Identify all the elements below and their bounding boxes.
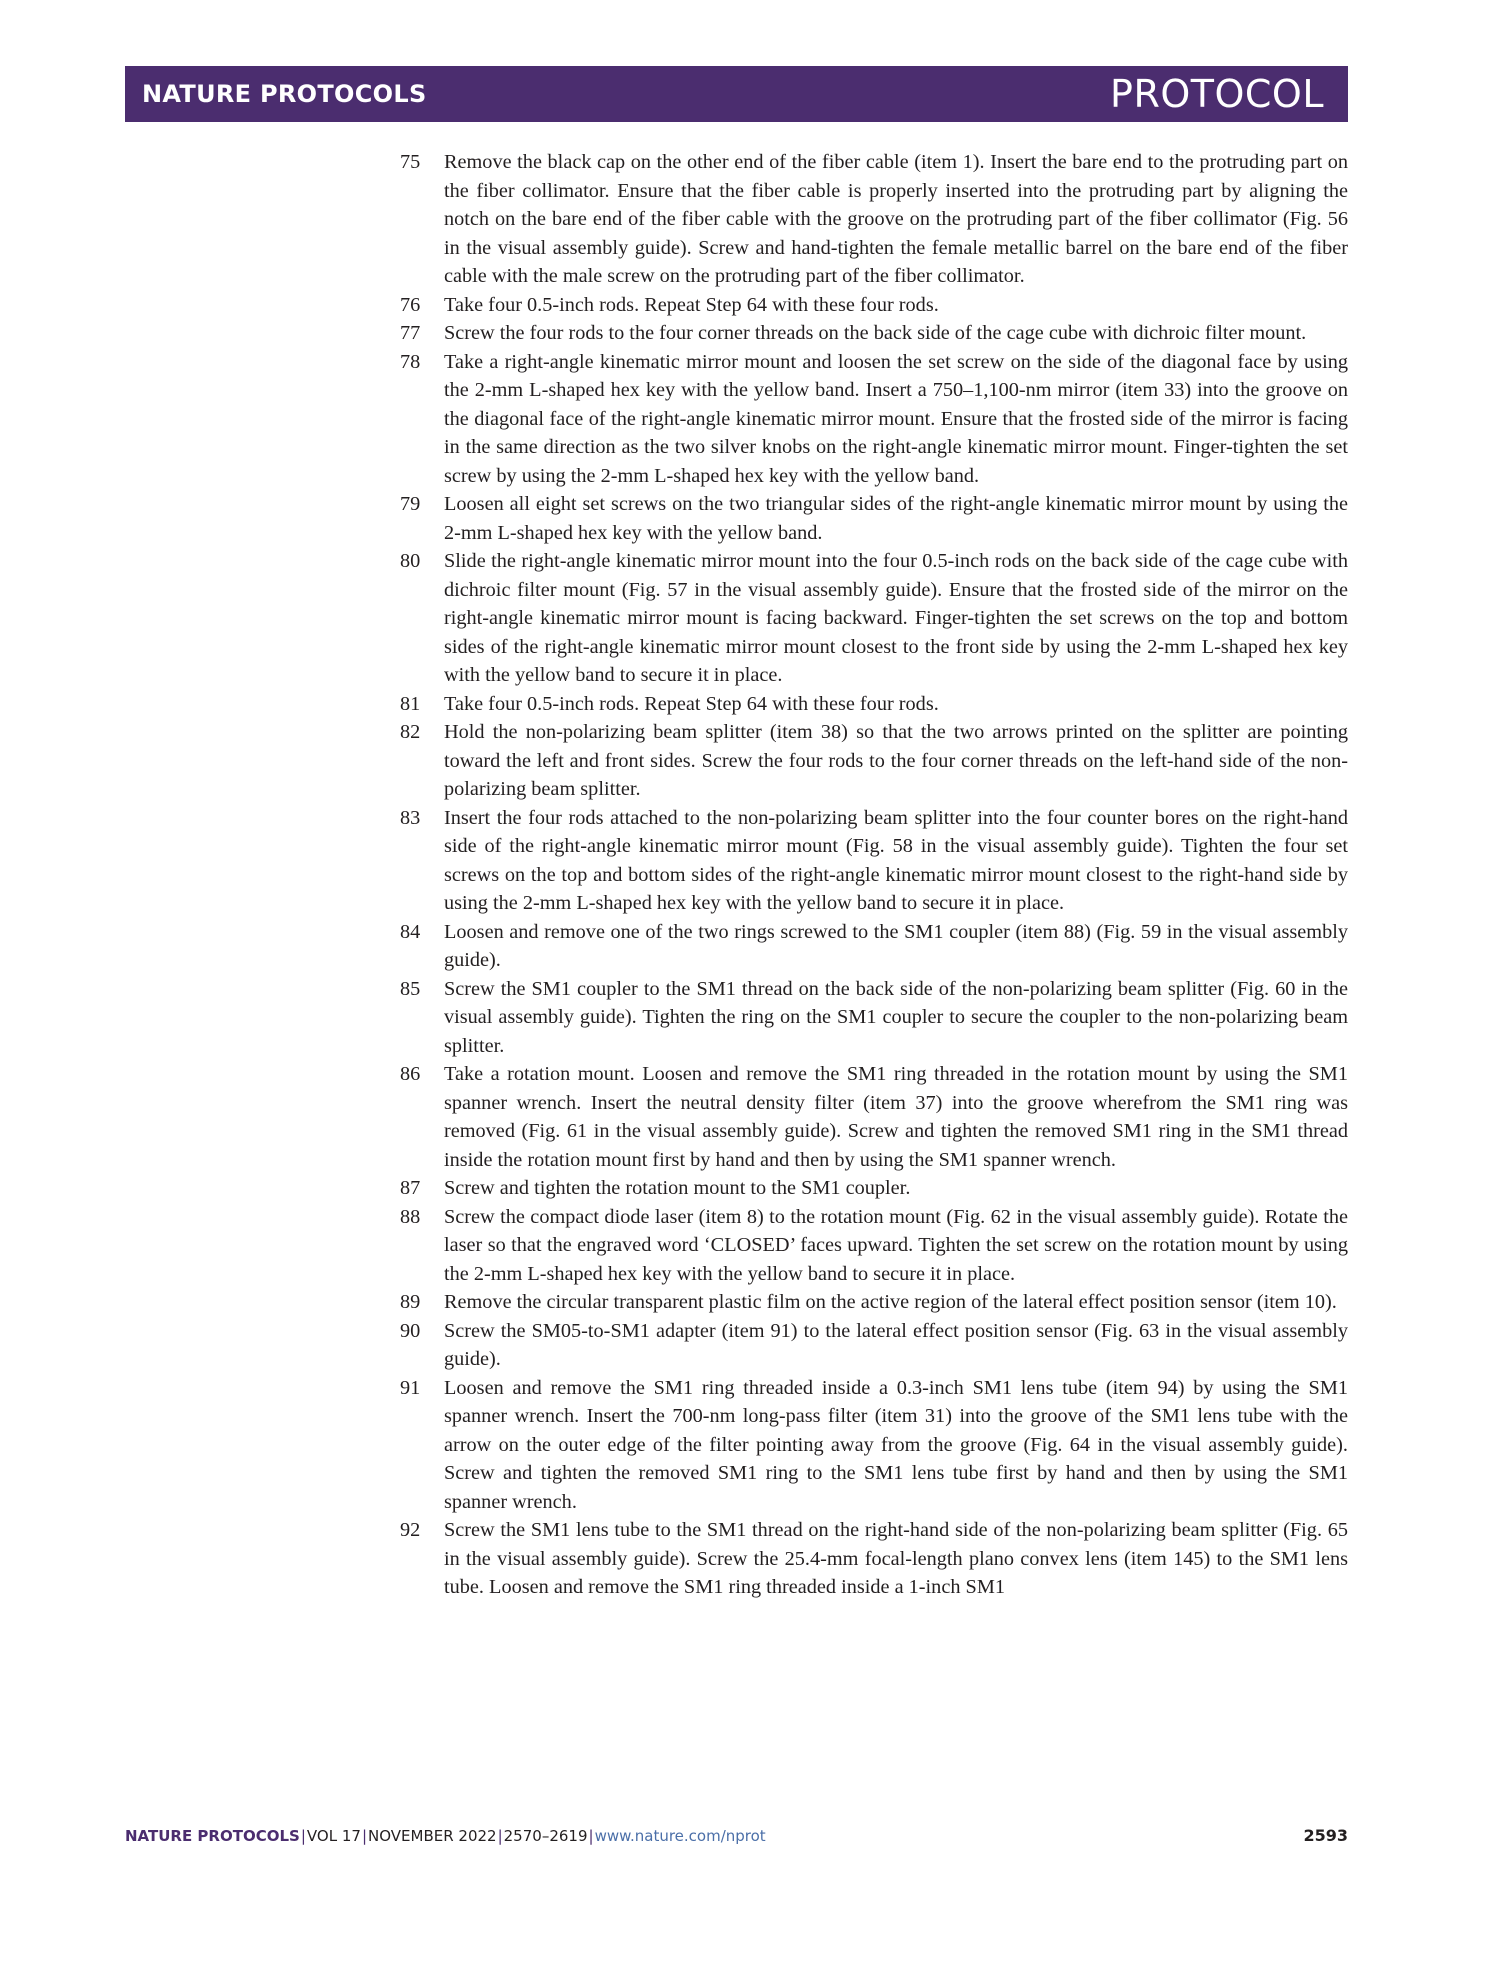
journal-name: NATURE PROTOCOLS	[142, 80, 427, 108]
step-number: 86	[400, 1063, 421, 1085]
step-item	[400, 918, 1348, 975]
step-item	[400, 348, 1348, 491]
step-item	[400, 547, 1348, 690]
step-number: 83	[400, 806, 421, 829]
step-item	[400, 1288, 1348, 1317]
step-text: Remove the circular transparent plastic film on the active region of the lateral effect position sensor (item 10).	[444, 1291, 1337, 1313]
footer-date: NOVEMBER 2022	[368, 1827, 497, 1845]
step-item	[400, 148, 1348, 291]
page-number: 2593	[1303, 1826, 1348, 1845]
step-text: Screw the four rods to the four corner threads on the back side of the cage cube with dichroic filter mount.	[444, 322, 1307, 344]
step-number: 88	[400, 1205, 421, 1228]
header-banner	[125, 66, 1348, 122]
step-number: 92	[400, 1519, 421, 1541]
step-text: Loosen and remove the SM1 ring threaded inside a 0.3-inch SM1 lens tube (item 94) by using the SM1 spanner wrench. Insert the 700-nm long-pass filter (item 31) into the groove of the SM1 lens tube with the arrow on the outer edge of the filter pointing away from the groove (Fig. 64 in the visual assembly guide). Screw and tighten the removed SM1 ring to the SM1 lens tube first by hand and then by using the SM1 spanner wrench.	[444, 1376, 1348, 1513]
step-text: Screw the SM1 coupler to the SM1 thread on the back side of the non-polarizing beam splitter (Fig. 60 in the visual assembly guide). Tighten the ring on the SM1 coupler to secure the coupler to the non-polarizing beam splitter.	[444, 977, 1348, 1057]
footer-separator: |	[588, 1827, 594, 1845]
step-number: 75	[400, 151, 421, 173]
step-text: Hold the non-polarizing beam splitter (item 38) so that the two arrows printed on the splitter are pointing toward the left and front sides. Screw the four rods to the four corner threads on the left-hand side of the non-polarizing beam splitter.	[444, 721, 1348, 800]
step-number: 79	[400, 493, 421, 515]
article-type: PROTOCOL	[1110, 72, 1324, 116]
step-item	[400, 319, 1348, 348]
step-number: 82	[400, 721, 421, 743]
step-text: Screw and tighten the rotation mount to the SM1 coupler.	[444, 1177, 911, 1199]
step-number: 91	[400, 1376, 421, 1399]
step-item	[400, 718, 1348, 804]
step-item	[400, 1317, 1348, 1374]
footer-pages: 2570–2619	[503, 1827, 588, 1845]
footer-journal: NATURE PROTOCOLS	[125, 1827, 300, 1845]
footer-separator: |	[361, 1827, 367, 1845]
step-number: 87	[400, 1177, 421, 1199]
step-text: Screw the compact diode laser (item 8) to the rotation mount (Fig. 62 in the visual assembly guide). Rotate the laser so that the engraved word ‘CLOSED’ faces upward. Tighten the set screw on the rotation mount by using the 2-mm L-shaped hex key with the yellow band to secure it in place.	[444, 1205, 1348, 1285]
step-number: 85	[400, 977, 421, 1000]
step-item	[400, 1203, 1348, 1289]
step-number: 77	[400, 322, 421, 344]
step-number: 81	[400, 692, 421, 715]
footer-volume: VOL 17	[306, 1827, 361, 1845]
step-text: Screw the SM05-to-SM1 adapter (item 91) to the lateral effect position sensor (Fig. 63 in the visual assembly guide).	[444, 1319, 1348, 1370]
step-text: Take four 0.5-inch rods. Repeat Step 64 with these four rods.	[444, 293, 939, 316]
step-text: Take four 0.5-inch rods. Repeat Step 64 with these four rods.	[444, 692, 939, 715]
step-number: 76	[400, 293, 421, 316]
step-item	[400, 1060, 1348, 1174]
step-number: 84	[400, 920, 421, 943]
step-text: Loosen all eight set screws on the two triangular sides of the right-angle kinematic mirror mount by using the 2-mm L-shaped hex key with the yellow band.	[444, 493, 1348, 544]
footer-separator: |	[497, 1827, 503, 1845]
step-item	[400, 1174, 1348, 1203]
step-text: Take a right-angle kinematic mirror mount and loosen the set screw on the side of the diagonal face by using the 2-mm L-shaped hex key with the yellow band. Insert a 750–1,100-nm mirror (item 33) into the groove on the diagonal face of the right-angle kinematic mirror mount. Ensure that the frosted side of the mirror is facing in the same direction as the two silver knobs on the right-angle kinematic mirror mount. Finger-tighten the set screw by using the 2-mm L-shaped hex key with the yellow band.	[444, 350, 1348, 487]
step-item	[400, 975, 1348, 1061]
page-footer	[125, 1826, 1348, 1846]
step-number: 89	[400, 1291, 421, 1313]
step-item	[400, 1516, 1348, 1602]
step-text: Insert the four rods attached to the non-polarizing beam splitter into the four counter bores on the right-hand side of the right-angle kinematic mirror mount (Fig. 58 in the visual assembly guide). Tighten the four set screws on the top and bottom sides of the right-angle kinematic mirror mount closest to the right-hand side by using the 2-mm L-shaped hex key with the yellow band to secure it in place.	[444, 806, 1348, 914]
step-item	[400, 291, 1348, 320]
procedure-steps	[400, 148, 1348, 1602]
footer-separator: |	[300, 1827, 306, 1845]
step-text: Remove the black cap on the other end of the fiber cable (item 1). Insert the bare end to the protruding part on the fiber collimator. Ensure that the fiber cable is properly inserted into the protruding part by aligning the notch on the bare end of the fiber cable with the groove on the protruding part of the fiber collimator (Fig. 56 in the visual assembly guide). Screw and hand-tighten the female metallic barrel on the bare end of the fiber cable with the male screw on the protruding part of the fiber collimator.	[444, 151, 1348, 287]
step-item	[400, 690, 1348, 719]
step-number: 80	[400, 550, 421, 572]
step-text: Loosen and remove one of the two rings screwed to the SM1 coupler (item 88) (Fig. 59 in the visual assembly guide).	[444, 920, 1348, 971]
step-number: 78	[400, 350, 421, 373]
step-text: Slide the right-angle kinematic mirror mount into the four 0.5-inch rods on the back side of the cage cube with dichroic filter mount (Fig. 57 in the visual assembly guide). Ensure that the frosted side of the mirror on the right-angle kinematic mirror mount is facing backward. Finger-tighten the set screws on the top and bottom sides of the right-angle kinematic mirror mount closest to the front side by using the 2-mm L-shaped hex key with the yellow band to secure it in place.	[444, 550, 1348, 686]
footer-url-link[interactable]: www.nature.com/nprot	[594, 1827, 766, 1845]
step-text: Screw the SM1 lens tube to the SM1 thread on the right-hand side of the non-polarizing beam splitter (Fig. 65 in the visual assembly guide). Screw the 25.4-mm focal-length plano convex lens (item 145) to the SM1 lens tube. Loosen and remove the SM1 ring threaded inside a 1-inch SM1	[444, 1519, 1348, 1598]
step-text: Take a rotation mount. Loosen and remove the SM1 ring threaded in the rotation mount by using the SM1 spanner wrench. Insert the neutral density filter (item 37) into the groove wherefrom the SM1 ring was removed (Fig. 61 in the visual assembly guide). Screw and tighten the removed SM1 ring in the SM1 thread inside the rotation mount first by hand and then by using the SM1 spanner wrench.	[444, 1063, 1348, 1171]
step-item	[400, 804, 1348, 918]
step-item	[400, 490, 1348, 547]
step-item	[400, 1374, 1348, 1517]
step-number: 90	[400, 1319, 421, 1342]
